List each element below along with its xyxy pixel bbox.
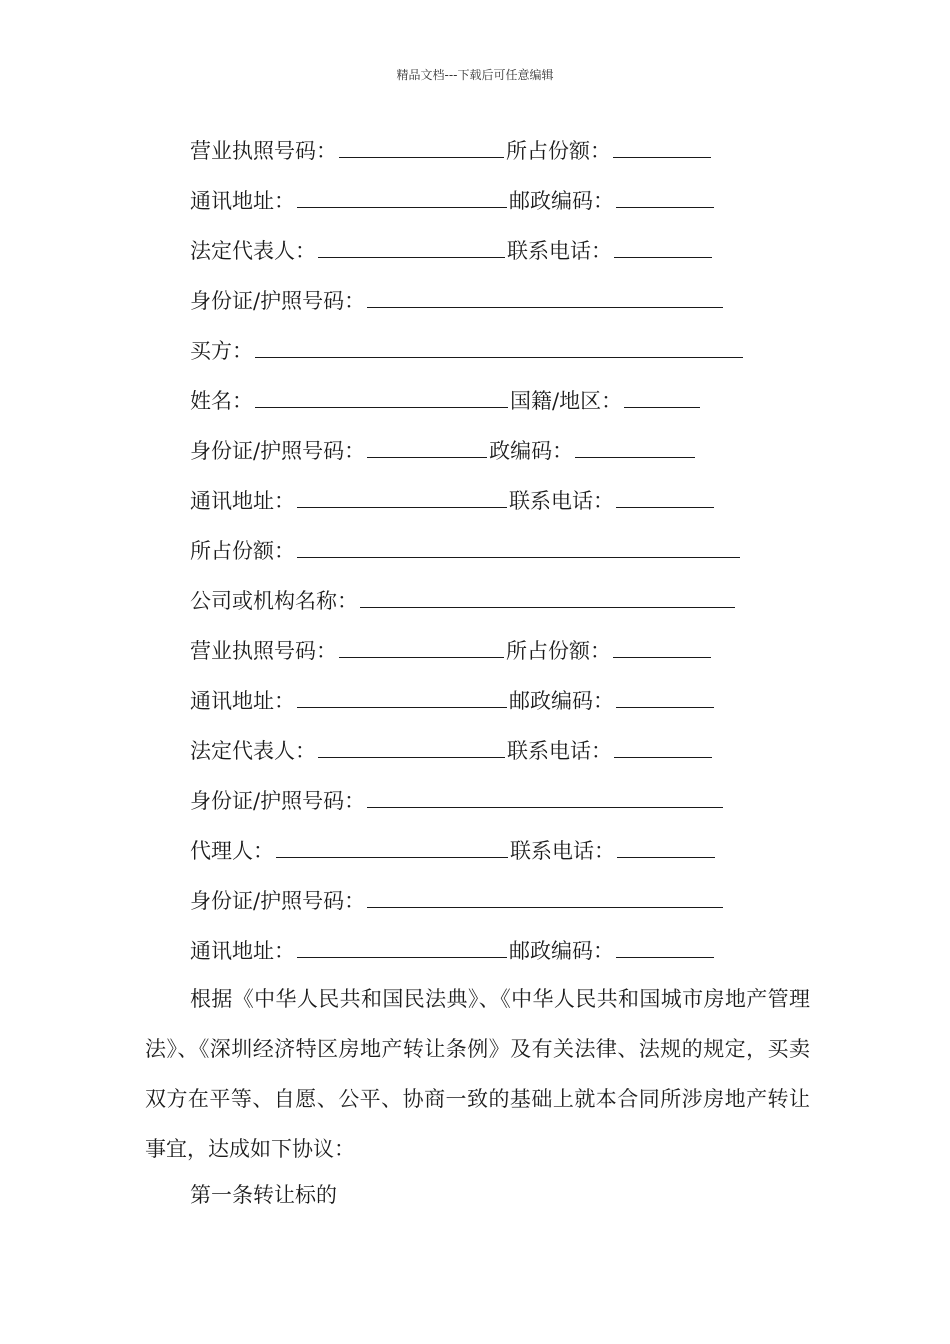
form-row bbox=[190, 336, 745, 366]
blank-field[interactable] bbox=[339, 137, 504, 158]
form-row bbox=[190, 886, 725, 916]
blank-field[interactable] bbox=[617, 837, 715, 858]
form-row bbox=[190, 286, 725, 316]
form-row bbox=[190, 636, 713, 666]
field-label: 身份证/护照号码： bbox=[190, 789, 366, 813]
blank-field[interactable] bbox=[367, 887, 723, 908]
blank-field[interactable] bbox=[297, 687, 507, 708]
blank-field[interactable] bbox=[297, 937, 507, 958]
blank-field[interactable] bbox=[616, 187, 714, 208]
field-label: 联系电话： bbox=[507, 739, 612, 763]
blank-field[interactable] bbox=[297, 487, 507, 508]
blank-field[interactable] bbox=[616, 687, 714, 708]
blank-field[interactable] bbox=[614, 237, 712, 258]
form-row bbox=[190, 586, 737, 616]
blank-field[interactable] bbox=[616, 487, 714, 508]
form-row bbox=[190, 536, 742, 566]
field-label: 身份证/护照号码： bbox=[190, 289, 366, 313]
field-label: 所占份额： bbox=[190, 539, 295, 563]
field-label: 邮政编码： bbox=[509, 689, 614, 713]
field-label: 通讯地址： bbox=[190, 689, 295, 713]
field-label: 通讯地址： bbox=[190, 489, 295, 513]
field-label: 邮政编码： bbox=[509, 939, 614, 963]
field-label: 公司或机构名称： bbox=[190, 589, 358, 613]
field-label: 法定代表人： bbox=[190, 739, 316, 763]
field-label: 营业执照号码： bbox=[190, 139, 337, 163]
blank-field[interactable] bbox=[616, 937, 714, 958]
form-row bbox=[190, 936, 716, 966]
blank-field[interactable] bbox=[318, 737, 505, 758]
field-label: 联系电话： bbox=[509, 489, 614, 513]
field-label: 身份证/护照号码： bbox=[190, 439, 366, 463]
blank-field[interactable] bbox=[613, 137, 711, 158]
field-label: 身份证/护照号码： bbox=[190, 889, 366, 913]
field-label: 所占份额： bbox=[506, 639, 611, 663]
field-label: 政编码： bbox=[489, 439, 574, 463]
blank-field[interactable] bbox=[297, 537, 740, 558]
form-row bbox=[190, 786, 725, 816]
form-row bbox=[190, 386, 702, 416]
field-label: 邮政编码： bbox=[509, 189, 614, 213]
field-label: 国籍/地区： bbox=[510, 389, 623, 413]
form-row bbox=[190, 136, 713, 166]
blank-field[interactable] bbox=[624, 387, 700, 408]
page-header: 精品文档---下载后可任意编辑 bbox=[396, 68, 554, 82]
field-label: 代理人： bbox=[190, 839, 274, 863]
field-label: 通讯地址： bbox=[190, 939, 295, 963]
blank-field[interactable] bbox=[367, 437, 487, 458]
blank-field[interactable] bbox=[255, 387, 508, 408]
blank-field[interactable] bbox=[613, 637, 711, 658]
form-row bbox=[190, 436, 697, 466]
form-row bbox=[190, 486, 716, 516]
form-row bbox=[190, 836, 717, 866]
field-label: 所占份额： bbox=[506, 139, 611, 163]
form-row bbox=[190, 736, 714, 766]
blank-field[interactable] bbox=[255, 337, 743, 358]
blank-field[interactable] bbox=[575, 437, 695, 458]
field-label: 姓名： bbox=[190, 389, 253, 413]
field-label: 通讯地址： bbox=[190, 189, 295, 213]
field-label: 联系电话： bbox=[510, 839, 615, 863]
field-label: 联系电话： bbox=[507, 239, 612, 263]
form-row bbox=[190, 186, 716, 216]
article-heading: 第一条转让标的 bbox=[190, 1183, 337, 1207]
blank-field[interactable] bbox=[339, 637, 504, 658]
blank-field[interactable] bbox=[614, 737, 712, 758]
body-paragraph: 根据《中华人民共和国民法典》、《中华人民共和国城市房地产管理法》、《深圳经济特区房地产转让条例》及有关法律、法规的规定，买卖双方在平等、自愿、公平、协商一致的基础上就本合同所涉房地产转让事宜，达成如下协议： bbox=[145, 987, 810, 1161]
field-label: 法定代表人： bbox=[190, 239, 316, 263]
blank-field[interactable] bbox=[276, 837, 508, 858]
form-row bbox=[190, 236, 714, 266]
blank-field[interactable] bbox=[367, 787, 723, 808]
blank-field[interactable] bbox=[318, 237, 505, 258]
blank-field[interactable] bbox=[297, 187, 507, 208]
form-row bbox=[190, 686, 716, 716]
blank-field[interactable] bbox=[367, 287, 723, 308]
blank-field[interactable] bbox=[360, 587, 735, 608]
field-label: 买方： bbox=[190, 339, 253, 363]
field-label: 营业执照号码： bbox=[190, 639, 337, 663]
